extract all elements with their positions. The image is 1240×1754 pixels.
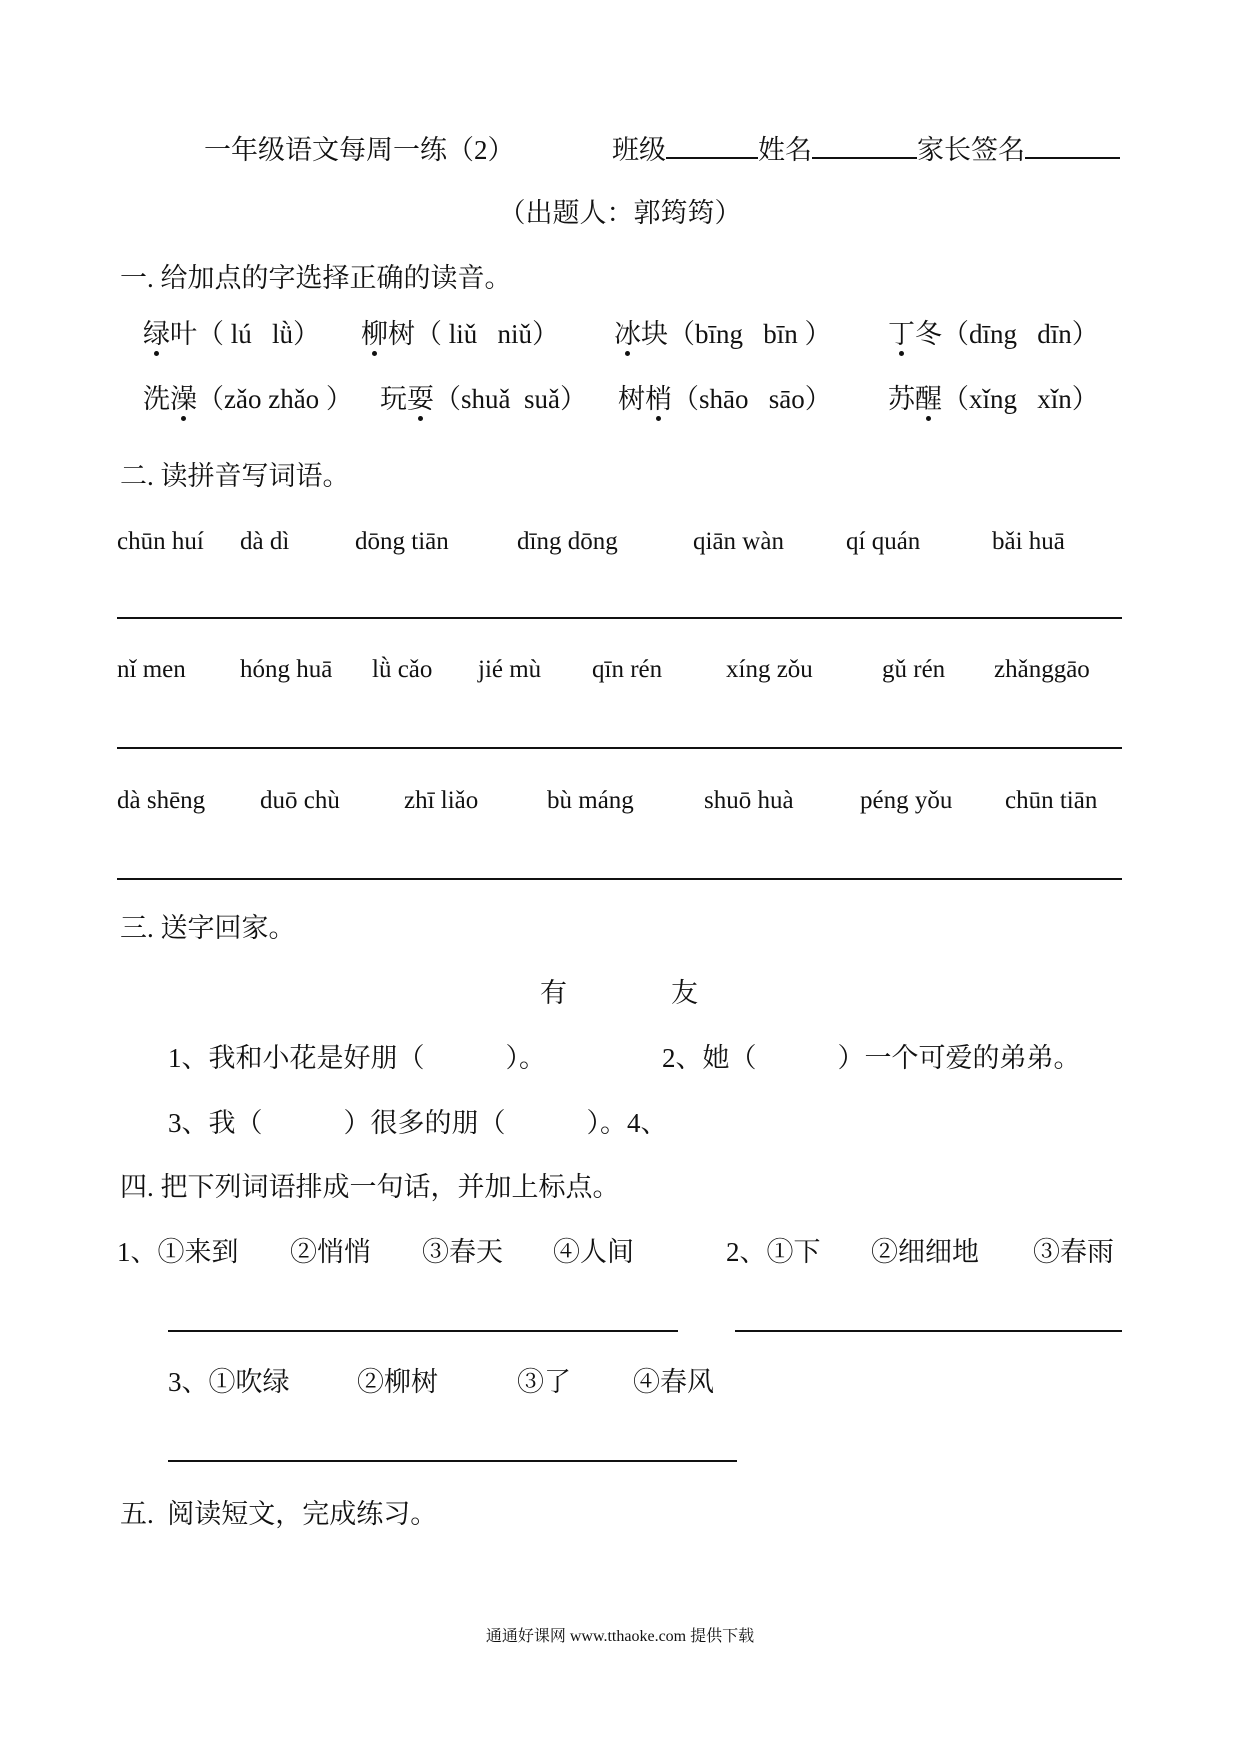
- pinyin-word: gǔ rén: [882, 656, 946, 683]
- section1-heading: 一. 给加点的字选择正确的读音。: [120, 263, 512, 293]
- answer-line: [168, 1460, 737, 1462]
- pinyin-word: jié mù: [478, 656, 542, 683]
- section3-heading: 三. 送字回家。: [120, 913, 296, 943]
- answer-line: [117, 878, 1122, 880]
- pronunciation-item: [380, 386, 587, 413]
- word-group: [117, 1239, 239, 1266]
- group-word: ③春雨: [1033, 1237, 1114, 1267]
- answer-line: [168, 1330, 678, 1332]
- group-word: ②柳树: [357, 1367, 438, 1397]
- pronunciation-item: [143, 386, 353, 413]
- section4-heading: 四. 把下列词语排成一句话，并加上标点。: [120, 1172, 620, 1202]
- pinyin-word: zhǎnggāo: [994, 656, 1090, 683]
- section5-heading: 五. 阅读短文，完成练习。: [120, 1499, 438, 1529]
- pronunciation-item: [143, 321, 320, 348]
- item-text: （shāo sāo）: [672, 384, 832, 414]
- answer-line: [117, 617, 1122, 619]
- item-text: 树（ liǔ niǔ）: [388, 319, 560, 349]
- pronunciation-item: [361, 321, 559, 348]
- student-info-fields: [612, 137, 1120, 164]
- pinyin-word: qīn rén: [592, 656, 663, 683]
- pinyin-word: péng yǒu: [860, 787, 953, 814]
- pinyin-word: bù máng: [547, 787, 634, 814]
- item-text: （shuǎ suǎ）: [434, 384, 587, 414]
- pinyin-word: qí quán: [846, 528, 921, 555]
- class-label: 班级: [612, 135, 666, 165]
- group-word: ①来到: [157, 1237, 239, 1267]
- pinyin-word: qiān wàn: [693, 528, 784, 555]
- item-text: 冬（dīng dīn）: [915, 319, 1099, 349]
- group-word: ①吹绿: [208, 1367, 290, 1397]
- name-label: 姓名: [758, 135, 812, 165]
- group-word: ③春天: [422, 1237, 503, 1267]
- pinyin-word: dōng tiān: [355, 528, 449, 555]
- pinyin-word: xíng zǒu: [726, 656, 813, 683]
- group-word: ②悄悄: [290, 1237, 371, 1267]
- candidate-character: 有: [540, 978, 567, 1008]
- author-line: （出题人：郭筠筠）: [498, 198, 742, 228]
- answer-line: [117, 747, 1122, 749]
- item-text: 玩: [380, 384, 407, 414]
- item-text: 苏: [888, 384, 915, 414]
- pinyin-word: lǜ cǎo: [372, 656, 433, 683]
- pinyin-word: hóng huā: [240, 656, 333, 683]
- footer-credit: 通通好课网 www.tthaoke.com 提供下载: [485, 1628, 755, 1645]
- pinyin-word: chūn huí: [117, 528, 204, 555]
- section2-heading: 二. 读拼音写词语。: [120, 461, 350, 491]
- group-number: 3、: [168, 1367, 209, 1397]
- group-word: ②细细地: [871, 1237, 979, 1267]
- pinyin-word: nǐ men: [117, 656, 186, 683]
- group-number: 1、: [117, 1237, 158, 1267]
- fill-blank-sentence: 1、我和小花是好朋（ ）。: [168, 1043, 546, 1073]
- dotted-character: 梢: [645, 384, 672, 414]
- item-text: 洗: [143, 384, 170, 414]
- dotted-character: 丁: [888, 319, 915, 349]
- item-text: （zǎo zhǎo ）: [197, 384, 353, 414]
- dotted-character: 耍: [407, 384, 434, 414]
- name-blank-line: [812, 137, 917, 159]
- pronunciation-item: [888, 386, 1099, 413]
- worksheet-title: 一年级语文每周一练（2）: [204, 135, 515, 165]
- pinyin-word: bǎi huā: [992, 528, 1065, 555]
- pinyin-word: dīng dōng: [517, 528, 618, 555]
- group-word: ①下: [766, 1237, 821, 1267]
- pronunciation-item: [614, 321, 832, 348]
- class-blank-line: [666, 137, 758, 159]
- group-word: ④春风: [633, 1367, 714, 1397]
- pinyin-word: chūn tiān: [1005, 787, 1098, 814]
- fill-blank-sentence: 2、她（ ）一个可爱的弟弟。: [662, 1043, 1081, 1073]
- answer-line: [735, 1330, 1122, 1332]
- dotted-character: 绿: [143, 319, 170, 349]
- pinyin-word: shuō huà: [704, 787, 794, 814]
- pronunciation-item: [618, 386, 832, 413]
- dotted-character: 醒: [915, 384, 942, 414]
- word-group: [726, 1239, 821, 1266]
- item-text: 块（bīng bīn ）: [641, 319, 832, 349]
- parent-sign-blank-line: [1025, 137, 1120, 159]
- pinyin-word: duō chù: [260, 787, 340, 814]
- word-group: [168, 1369, 290, 1396]
- parent-sign-label: 家长签名: [917, 135, 1025, 165]
- dotted-character: 柳: [361, 319, 388, 349]
- pinyin-word: zhī liǎo: [404, 787, 479, 814]
- item-text: （xǐng xǐn）: [942, 384, 1099, 414]
- pinyin-word: dà dì: [240, 528, 290, 555]
- candidate-character: 友: [671, 978, 698, 1008]
- group-number: 2、: [726, 1237, 767, 1267]
- group-word: ③了: [517, 1367, 571, 1397]
- fill-blank-sentence: 3、我（ ）很多的朋（ ）。4、: [168, 1108, 668, 1138]
- dotted-character: 澡: [170, 384, 197, 414]
- group-word: ④人间: [553, 1237, 634, 1267]
- item-text: 叶（ lú lǜ）: [170, 319, 321, 349]
- pronunciation-item: [888, 321, 1099, 348]
- item-text: 树: [618, 384, 645, 414]
- dotted-character: 冰: [614, 319, 641, 349]
- pinyin-word: dà shēng: [117, 787, 206, 814]
